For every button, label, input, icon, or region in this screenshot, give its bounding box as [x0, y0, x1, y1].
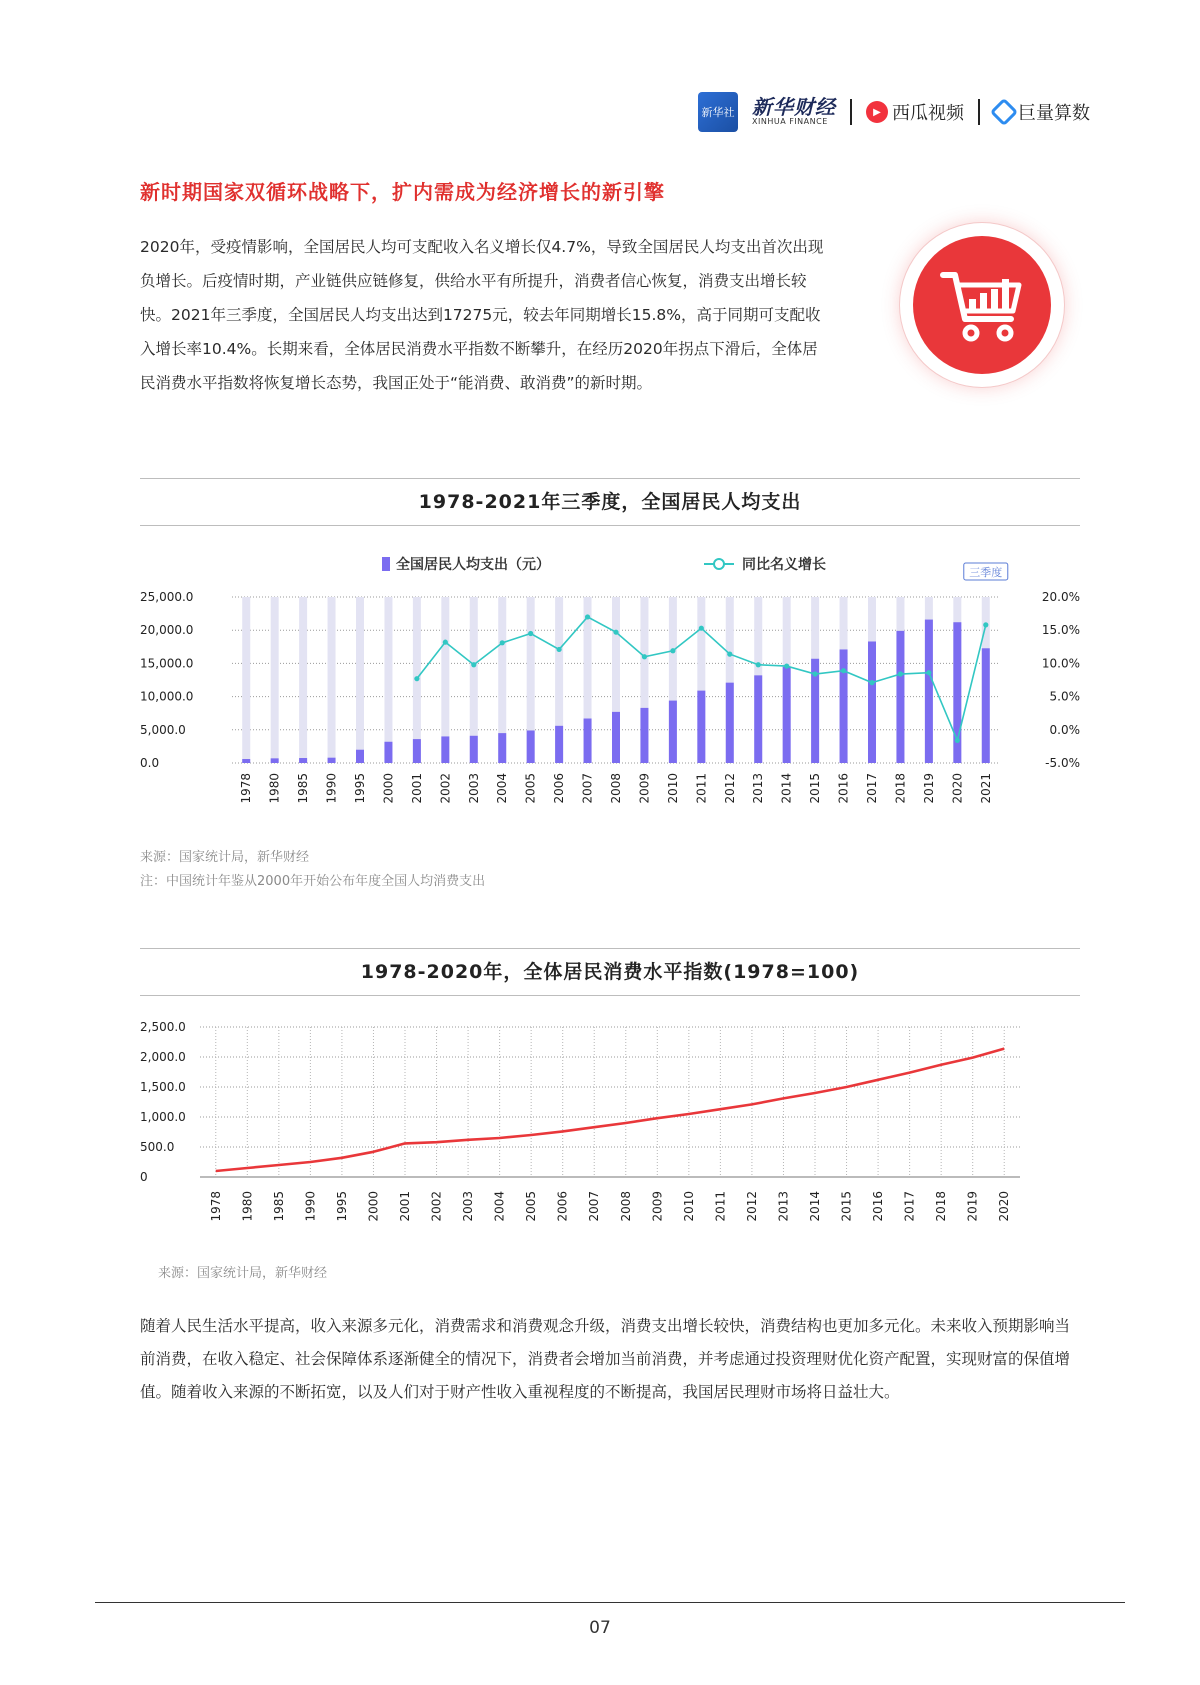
x-tick-label: 2010	[665, 773, 680, 804]
chart2-consumption-index	[0, 1005, 1200, 1250]
growth-point	[699, 626, 704, 631]
play-icon: ▶	[866, 101, 888, 123]
y-left-tick-label: 10,000.0	[140, 689, 194, 704]
index-line	[216, 1049, 1004, 1171]
x-tick-label: 2020	[997, 1191, 1012, 1222]
x-tick-label: 1990	[303, 1191, 318, 1222]
y-left-tick-label: 20,000.0	[140, 623, 194, 638]
bar	[441, 736, 449, 763]
bar	[669, 701, 677, 763]
growth-point	[869, 680, 874, 685]
growth-point	[898, 671, 903, 676]
xinhua-en-label: XINHUA FINANCE	[752, 117, 828, 127]
x-tick-label: 1978	[208, 1191, 223, 1222]
x-tick-label: 2019	[965, 1191, 980, 1222]
x-tick-label: 2011	[694, 773, 709, 804]
bar-background	[356, 597, 364, 763]
growth-point	[500, 640, 505, 645]
section-title: 新时期国家双循环战略下，扩内需成为经济增长的新引擎	[140, 180, 665, 204]
y-tick-label: 2,500.0	[140, 1020, 186, 1034]
y-tick-label: 1,500.0	[140, 1080, 186, 1094]
bar	[783, 667, 791, 763]
x-tick-label: 2001	[409, 773, 424, 804]
growth-point	[841, 668, 846, 673]
header-logos	[698, 92, 1090, 132]
bar	[242, 759, 250, 763]
x-tick-label: 2008	[618, 1191, 633, 1222]
header-divider	[850, 99, 852, 125]
chart1-note: 注：中国统计年鉴从2000年开始公布年度全国人均消费支出	[140, 874, 486, 889]
growth-point	[613, 630, 618, 635]
x-tick-label: 1990	[324, 773, 339, 804]
x-tick-label: 2004	[492, 1191, 507, 1222]
y-right-tick-label: 0.0%	[1049, 722, 1080, 737]
x-tick-label: 2005	[524, 1191, 539, 1222]
bar	[498, 733, 506, 763]
chart1-source: 来源：国家统计局，新华财经	[140, 850, 310, 865]
bar-background	[328, 597, 336, 763]
x-tick-label: 1995	[353, 773, 367, 804]
page-number: 07	[589, 1618, 611, 1638]
x-tick-label: 2005	[523, 773, 538, 804]
legend-bar-label: 全国居民人均支出（元）	[396, 557, 550, 573]
x-tick-label: 2002	[429, 1191, 444, 1222]
x-tick-label: 2019	[921, 773, 936, 804]
x-tick-label: 2012	[722, 773, 737, 804]
x-tick-label: 2012	[744, 1191, 759, 1222]
bar-background	[242, 597, 250, 763]
growth-point	[642, 654, 647, 659]
annotation-label: 三季度	[969, 566, 1003, 579]
chart1-title: 1978-2021年三季度，全国居民人均支出	[418, 491, 802, 513]
x-tick-label: 2008	[609, 773, 623, 804]
growth-point	[727, 652, 732, 657]
shopping-cart-icon	[939, 265, 1025, 345]
bar-background	[384, 597, 392, 763]
bar	[527, 730, 535, 763]
intro-paragraph: 2020年，受疫情影响，全国居民人均可支配收入名义增长仅4.7%，导致全国居民人均支出首次出现负增长。后疫情时期，产业链供应链修复，供给水平有所提升，消费者信心恢复，消费支出增长较快。2021年三季度，全国居民人均支出达到17275元，较去年同期增长15.8%，高于同期可支配收入增长率10.4%。长期来看，全体居民消费水平指数不断攀升，在经历2020年拐点下滑后，全体居民消费水平指数将恢复增长态势，我国正处于“能消费、敢消费”的新时期。	[140, 238, 824, 392]
growth-point	[414, 676, 419, 681]
growth-point	[926, 670, 931, 675]
bar	[584, 719, 592, 763]
x-tick-label: 2004	[495, 773, 510, 804]
bar	[697, 691, 705, 763]
growth-point	[983, 622, 988, 627]
x-tick-label: 2000	[381, 773, 396, 804]
cart-badge	[900, 223, 1064, 387]
bar	[612, 712, 620, 763]
outro-paragraph: 随着人民生活水平提高，收入来源多元化，消费需求和消费观念升级，消费支出增长较快，消费结构也更加多元化。未来收入预期影响当前消费，在收入稳定、社会保障体系逐渐健全的情况下，消费者会增加当前消费，并考虑通过投资理财优化资产配置，实现财富的保值增值。随着收入来源的不断拓宽，以及人们对于财产性收入重视程度的不断提高，我国居民理财市场将日益壮大。	[140, 1317, 1071, 1401]
chart2-title-bar	[140, 948, 1080, 996]
y-left-tick-label: 0.0	[140, 756, 160, 770]
x-tick-label: 2010	[681, 1191, 696, 1222]
x-tick-label: 2016	[836, 773, 851, 804]
x-tick-label: 1980	[267, 773, 282, 804]
juliang-logo	[994, 99, 1090, 125]
y-tick-label: 1,000.0	[140, 1110, 186, 1124]
growth-point	[528, 631, 533, 636]
header-divider-2	[978, 99, 980, 125]
xinhua-finance-logo	[752, 97, 836, 126]
growth-point	[471, 662, 476, 667]
x-tick-label: 2007	[580, 773, 595, 804]
x-tick-label: 2021	[978, 773, 993, 804]
y-right-tick-label: 20.0%	[1041, 590, 1080, 604]
growth-point	[585, 614, 590, 619]
bar	[754, 675, 762, 763]
x-tick-label: 2014	[779, 773, 794, 804]
y-left-tick-label: 5,000.0	[140, 722, 186, 737]
x-tick-label: 2002	[438, 773, 453, 804]
bar	[840, 649, 848, 763]
x-tick-label: 2003	[466, 773, 481, 804]
x-tick-label: 2009	[637, 773, 652, 804]
x-tick-label: 2016	[871, 1191, 886, 1222]
x-tick-label: 1978	[239, 773, 254, 804]
y-left-tick-label: 15,000.0	[140, 656, 194, 671]
x-tick-label: 1995	[334, 1191, 349, 1222]
x-tick-label: 2011	[713, 1191, 728, 1222]
growth-point	[813, 671, 818, 676]
chart1-expenditure	[0, 540, 1200, 830]
growth-point	[955, 738, 960, 743]
bar	[925, 620, 933, 763]
bar	[982, 648, 990, 763]
x-tick-label: 1985	[271, 1191, 286, 1222]
bar-background	[271, 597, 279, 763]
x-tick-label: 2006	[555, 1191, 570, 1222]
chart2-title: 1978-2020年，全体居民消费水平指数(1978=100)	[360, 961, 860, 983]
bar	[555, 726, 563, 763]
bar	[328, 758, 336, 763]
bar	[271, 758, 279, 763]
x-tick-label: 2018	[893, 773, 908, 804]
legend-line-marker	[714, 559, 724, 569]
x-tick-label: 2013	[776, 1191, 791, 1222]
x-tick-label: 2017	[902, 1191, 917, 1222]
y-right-tick-label: 5.0%	[1049, 689, 1080, 704]
footer-divider	[95, 1602, 1125, 1603]
growth-point	[443, 640, 448, 645]
y-tick-label: 2,000.0	[140, 1050, 186, 1064]
chart1-title-bar	[140, 478, 1080, 526]
bar	[413, 739, 421, 763]
legend-bar-swatch	[382, 557, 390, 571]
bar	[726, 683, 734, 763]
x-tick-label: 2009	[650, 1191, 665, 1222]
growth-point	[784, 663, 789, 668]
bar	[356, 750, 364, 763]
x-tick-label: 2015	[808, 773, 823, 804]
bar-background	[299, 597, 307, 763]
x-tick-label: 2018	[934, 1191, 949, 1222]
x-tick-label: 2015	[839, 1191, 854, 1222]
bar	[640, 708, 648, 763]
legend-line-label: 同比名义增长	[742, 557, 826, 573]
growth-point	[756, 662, 761, 667]
xigua-label: 西瓜视频	[892, 103, 964, 124]
cart-badge-inner	[913, 236, 1051, 374]
x-tick-label: 2003	[461, 1191, 476, 1222]
y-right-tick-label: -5.0%	[1045, 756, 1080, 770]
bar	[868, 641, 876, 763]
juliang-logo-icon	[990, 98, 1018, 126]
y-right-tick-label: 10.0%	[1041, 656, 1080, 671]
bar	[470, 736, 478, 763]
bar	[896, 631, 904, 763]
x-tick-label: 2013	[751, 773, 766, 804]
y-left-tick-label: 25,000.0	[140, 590, 194, 604]
chart2-source: 来源：国家统计局，新华财经	[158, 1266, 328, 1281]
y-tick-label: 500.0	[140, 1140, 175, 1154]
bar	[299, 758, 307, 763]
x-tick-label: 2007	[587, 1191, 602, 1222]
x-tick-label: 2017	[865, 773, 879, 804]
xigua-logo	[866, 99, 964, 125]
x-tick-label: 2000	[366, 1191, 381, 1222]
x-tick-label: 1985	[296, 773, 311, 804]
xinhua-cn-label: 新华财经	[752, 95, 836, 120]
x-tick-label: 2006	[552, 773, 567, 804]
bar	[384, 742, 392, 763]
x-tick-label: 2020	[950, 773, 965, 804]
growth-point	[557, 647, 562, 652]
y-right-tick-label: 15.0%	[1041, 623, 1080, 638]
x-tick-label: 2014	[808, 1191, 822, 1222]
y-tick-label: 0	[140, 1170, 148, 1184]
x-tick-label: 2001	[398, 1191, 412, 1222]
x-tick-label: 1980	[240, 1191, 255, 1222]
growth-point	[670, 648, 675, 653]
xinhua-logo-icon: 新华社	[698, 92, 738, 132]
juliang-label: 巨量算数	[1018, 103, 1090, 124]
